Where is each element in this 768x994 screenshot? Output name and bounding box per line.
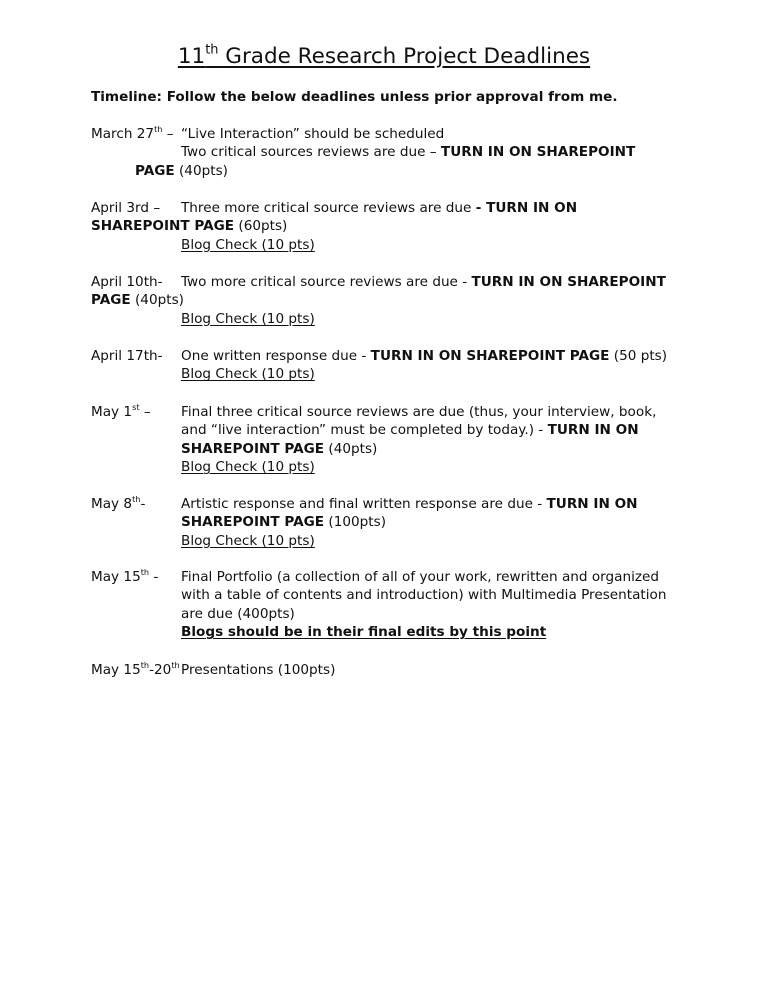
deadline-april-17: April 17th- One written response due - TURN IN ON SHAREPOINT PAGE (50 pts) Blog Check (10 pts) <box>91 348 668 383</box>
deadline-april-3: April 3rd – Three more critical source reviews are due - TURN IN ON SHAREPOINT PAGE (60pts) Blog Check (10 pts) <box>91 200 578 253</box>
deadline-date: April 10th- <box>91 274 163 290</box>
deadline-april-10: April 10th- Two more critical source reviews are due - TURN IN ON SHAREPOINT PAGE (40pts) Blog Check (10 pts) <box>91 274 666 327</box>
blog-check: Blog Check (10 pts) <box>181 459 315 476</box>
deadline-march-27: March 27th – “Live Interaction” should be scheduled Two critical sources reviews are due – TURN IN ON SHAREPOINT PAGE (40pts) <box>91 123 636 179</box>
deadline-may-8: May 8th- Artistic response and final written response are due - TURN IN ON SHAREPOINT PAGE (100pts) Blog Check (10 pts) <box>91 493 638 549</box>
deadline-date: March 27th – <box>91 123 174 142</box>
blog-check: Blog Check (10 pts) <box>181 366 315 383</box>
deadline-date: May 15th-20th <box>91 659 180 678</box>
deadline-date: April 17th- <box>91 348 163 364</box>
page-title: 11th Grade Research Project Deadlines <box>177 42 591 69</box>
deadline-date: May 8th- <box>91 493 146 512</box>
deadline-may-1: May 1st – Final three critical source reviews are due (thus, your interview, book, and “live interaction” must be completed by today.) - TURN IN ON SHAREPOINT PAGE (40pts) Blog Check (10 pts) <box>91 401 657 476</box>
deadline-date: May 15th - <box>91 566 159 585</box>
deadline-may-15: May 15th - Final Portfolio (a collection of all of your work, rewritten and organized with a table of contents and introduction) with Multimedia Presentation are due (400pts) Blogs should be in their final edits by this point <box>91 566 667 641</box>
deadline-date: May 1st – <box>91 401 151 420</box>
deadline-may-15-20: May 15th-20thPresentations (100pts) <box>91 659 336 678</box>
blog-check: Blog Check (10 pts) <box>181 532 315 549</box>
blog-check: Blog Check (10 pts) <box>181 310 315 327</box>
deadline-date: April 3rd – <box>91 200 161 216</box>
blogs-final-note: Blogs should be in their final edits by this point <box>181 624 547 641</box>
timeline-intro: Timeline: Follow the below deadlines unless prior approval from me. <box>91 89 618 105</box>
blog-check: Blog Check (10 pts) <box>181 236 315 253</box>
